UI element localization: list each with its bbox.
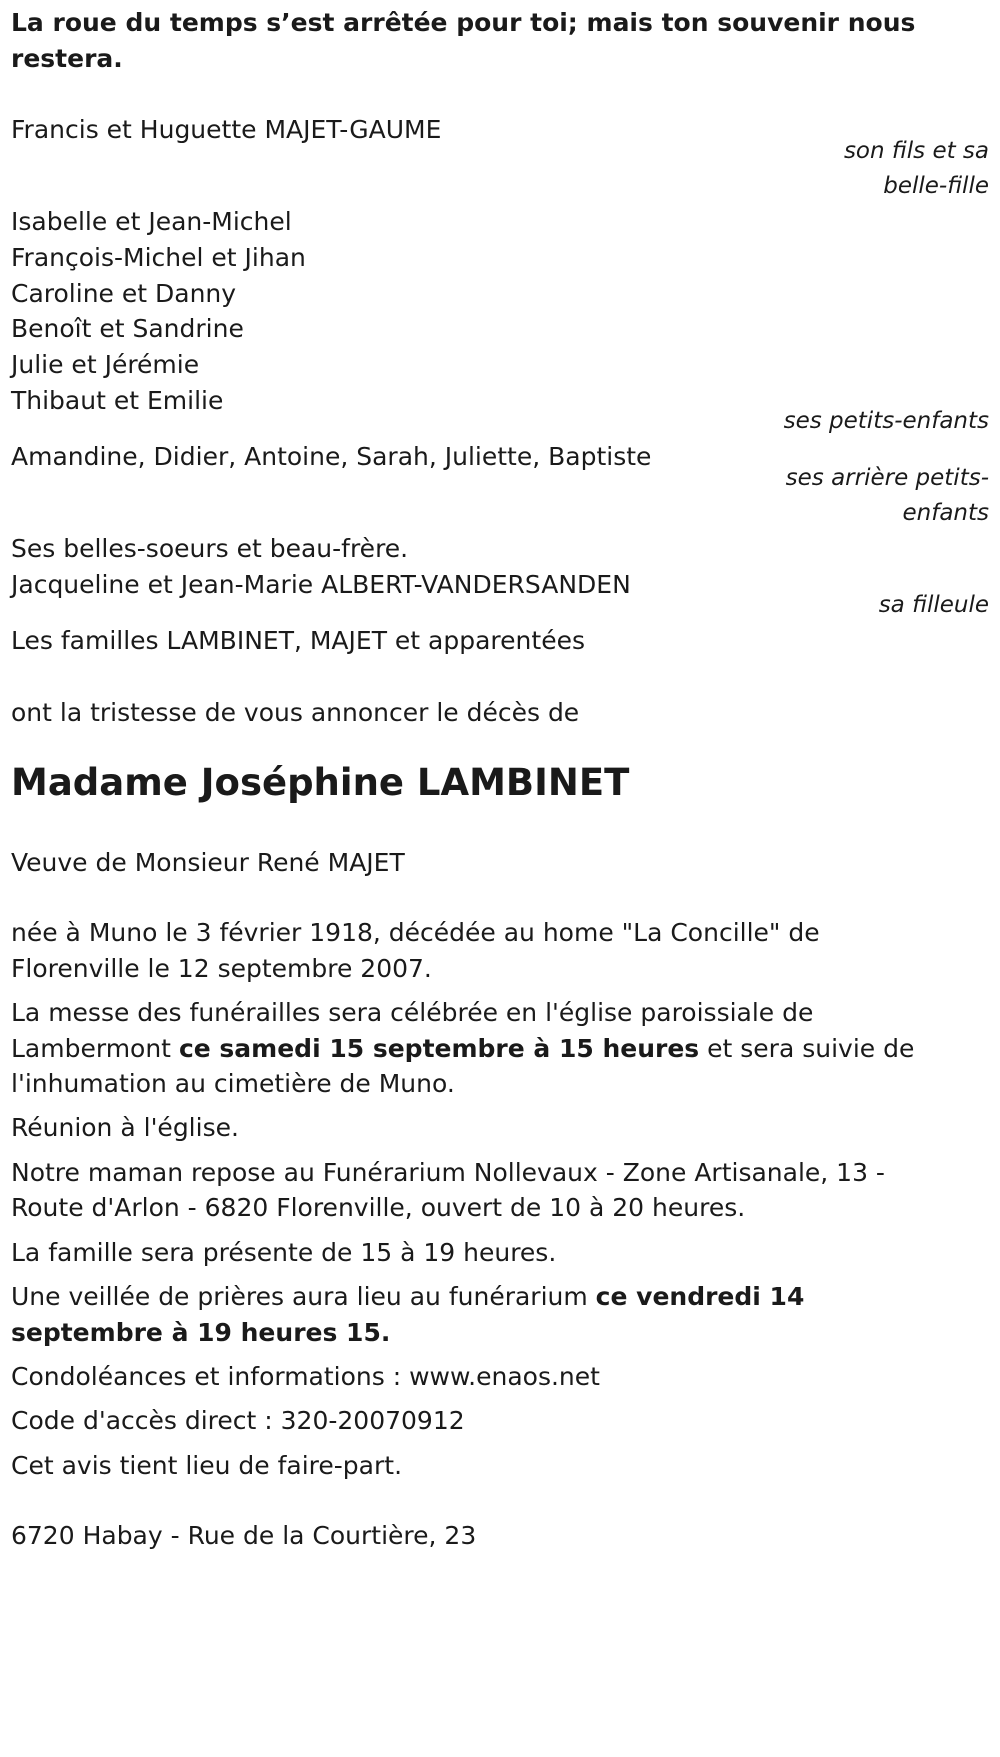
- birth-death-line-1: née à Muno le 3 février 1918, décédée au home "La Concille" de: [11, 918, 820, 947]
- mass-line-3: l'inhumation au cimetière de Muno.: [11, 1069, 455, 1098]
- grandchild-line: Caroline et Danny: [11, 279, 237, 308]
- vigil-line-1: [11, 1277, 989, 1317]
- grandchild-line: François-Michel et Jihan: [11, 243, 306, 272]
- son-names: Francis et Huguette MAJET-GAUME: [11, 115, 442, 144]
- birth-death-line-2: Florenville le 12 septembre 2007.: [11, 954, 432, 983]
- access-code: Code d'accès direct : 320-20070912: [11, 1406, 465, 1435]
- great-grandchildren-names: Amandine, Didier, Antoine, Sarah, Juliette, Baptiste: [11, 442, 652, 471]
- condolences-info: Condoléances et informations : www.enaos.net: [11, 1362, 600, 1391]
- son-role-line-1: son fils et sa: [843, 138, 989, 164]
- goddaughter-role: sa filleule: [878, 592, 989, 618]
- announcement-intro: ont la tristesse de vous annoncer le décès de: [11, 698, 580, 727]
- address: 6720 Habay - Rue de la Courtière, 23: [11, 1521, 477, 1550]
- in-laws: Ses belles-soeurs et beau-frère.: [11, 534, 409, 563]
- vigil-date: ce vendredi 14: [595, 1282, 805, 1311]
- grandchild-line: Julie et Jérémie: [11, 350, 200, 379]
- mass-date: ce samedi 15 septembre à 15 heures: [178, 1034, 700, 1063]
- related-families: Les familles LAMBINET, MAJET et apparentées: [11, 626, 585, 655]
- goddaughter-names: Jacqueline et Jean-Marie ALBERT-VANDERSANDEN: [11, 570, 631, 599]
- widow-of: Veuve de Monsieur René MAJET: [11, 848, 405, 877]
- rest-line-2: Route d'Arlon - 6820 Florenville, ouvert de 10 à 20 heures.: [11, 1193, 746, 1222]
- mass-place: Lambermont: [11, 1034, 179, 1063]
- quote-line-2: restera.: [11, 44, 123, 73]
- rest-line-1: Notre maman repose au Funérarium Nollevaux - Zone Artisanale, 13 -: [11, 1158, 885, 1187]
- grandchild-line: Benoît et Sandrine: [11, 314, 244, 343]
- grandchild-line: Thibaut et Emilie: [11, 386, 224, 415]
- quote-line-1: La roue du temps s’est arrêtée pour toi; mais ton souvenir nous: [11, 8, 916, 37]
- grandchild-line: Isabelle et Jean-Michel: [11, 207, 292, 236]
- son-role-line-2: belle-fille: [883, 173, 989, 199]
- vigil-text: Une veillée de prières aura lieu au funérarium: [11, 1282, 596, 1311]
- deceased-name: Madame Joséphine LAMBINET: [11, 761, 630, 804]
- great-grandchildren-role-line-2: enfants: [902, 500, 989, 526]
- notice-text: Cet avis tient lieu de faire-part.: [11, 1451, 403, 1480]
- grandchildren-role: ses petits-enfants: [783, 408, 989, 434]
- mass-line-1: La messe des funérailles sera célébrée en l'église paroissiale de: [11, 998, 814, 1027]
- meeting-info: Réunion à l'église.: [11, 1113, 239, 1142]
- mass-continuation: et sera suivie de: [699, 1034, 915, 1063]
- great-grandchildren-role-line-1: ses arrière petits-: [785, 465, 989, 491]
- family-present: La famille sera présente de 15 à 19 heures.: [11, 1238, 557, 1267]
- mass-line-2: [11, 1029, 989, 1069]
- vigil-line-2: septembre à 19 heures 15.: [11, 1318, 391, 1347]
